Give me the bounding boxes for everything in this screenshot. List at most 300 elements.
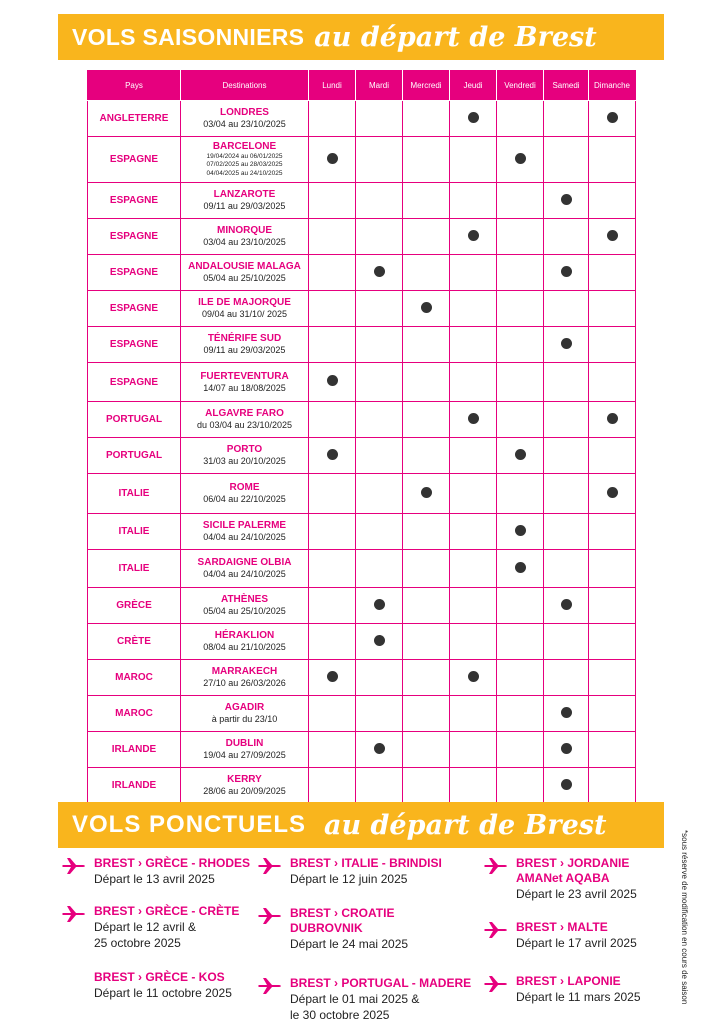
country-cell: ITALIE	[88, 550, 181, 588]
day-cell	[356, 732, 403, 768]
table-row	[88, 183, 636, 219]
day-cell	[403, 588, 450, 624]
destination-dates: 09/11 au 29/03/2025	[203, 345, 286, 356]
plane-icon	[62, 857, 86, 875]
destination-dates: 03/04 au 23/10/2025	[203, 119, 286, 130]
day-cell	[309, 550, 356, 588]
day-cell	[309, 219, 356, 255]
seasonal-flights-banner	[58, 14, 664, 60]
destination-cell	[181, 474, 309, 514]
day-cell	[544, 624, 589, 660]
day-cell	[309, 588, 356, 624]
flight-destination: BREST › PORTUGAL - MADERE	[290, 976, 472, 990]
table-row	[88, 255, 636, 291]
destination-cell	[181, 402, 309, 438]
seasonal-schedule-table	[87, 70, 636, 804]
day-cell	[450, 732, 497, 768]
day-cell	[450, 327, 497, 363]
day-cell	[309, 660, 356, 696]
flight-day-dot	[515, 562, 526, 573]
day-cell	[356, 137, 403, 183]
destination-cell	[181, 438, 309, 474]
day-cell	[356, 363, 403, 402]
flight-date: Départ le 12 avril &	[94, 920, 197, 934]
flight-date: Départ le 17 avril 2025	[516, 936, 637, 950]
country-cell: ESPAGNE	[88, 291, 181, 327]
country-cell: ESPAGNE	[88, 137, 181, 183]
country-cell: ANGLETERRE	[88, 101, 181, 137]
flight-item	[484, 920, 637, 951]
day-cell	[356, 183, 403, 219]
flight-day-dot	[607, 413, 618, 424]
day-cell	[403, 438, 450, 474]
destination-cell	[181, 588, 309, 624]
flight-item	[258, 906, 408, 952]
day-cell	[403, 363, 450, 402]
plane-icon	[484, 921, 508, 939]
flight-day-dot	[468, 413, 479, 424]
day-cell	[544, 550, 589, 588]
destination-dates: 05/04 au 25/10/2025	[203, 606, 286, 617]
day-cell	[589, 588, 636, 624]
day-cell	[497, 101, 544, 137]
header-day: Lundi	[309, 71, 356, 101]
day-cell	[356, 768, 403, 804]
header-country: Pays	[88, 71, 181, 101]
destination-dates: à partir du 23/10	[211, 714, 278, 725]
table-row	[88, 402, 636, 438]
day-cell	[589, 660, 636, 696]
day-cell	[450, 550, 497, 588]
country-cell: IRLANDE	[88, 768, 181, 804]
banner-title: VOLS PONCTUELS	[72, 811, 307, 838]
flight-item	[258, 856, 442, 887]
country-cell: CRÈTE	[88, 624, 181, 660]
destination-dates: 27/10 au 26/03/2026	[203, 678, 286, 689]
day-cell	[544, 183, 589, 219]
flight-date: Départ le 01 mai 2025 &	[290, 992, 420, 1006]
day-cell	[450, 624, 497, 660]
destination-city: ALGAVRE FARO	[205, 408, 284, 420]
flight-day-dot	[374, 599, 385, 610]
day-cell	[403, 255, 450, 291]
day-cell	[497, 291, 544, 327]
destination-cell	[181, 660, 309, 696]
day-cell	[309, 363, 356, 402]
destination-city: ILE DE MAJORQUE	[198, 297, 291, 309]
table-row	[88, 732, 636, 768]
day-cell	[544, 438, 589, 474]
destination-cell	[181, 696, 309, 732]
banner-subtitle: au départ de Brest	[314, 21, 597, 53]
day-cell	[450, 588, 497, 624]
day-cell	[356, 588, 403, 624]
destination-dates: 04/04/2025 au 24/10/2025	[206, 169, 283, 177]
day-cell	[403, 327, 450, 363]
destination-cell	[181, 624, 309, 660]
day-cell	[497, 514, 544, 550]
day-cell	[497, 255, 544, 291]
day-cell	[544, 588, 589, 624]
day-cell	[403, 474, 450, 514]
flight-item	[62, 970, 232, 1001]
flight-day-dot	[374, 743, 385, 754]
flight-day-dot	[468, 671, 479, 682]
plane-icon	[258, 857, 282, 875]
day-cell	[403, 101, 450, 137]
flight-date: Départ le 24 mai 2025	[290, 937, 409, 951]
day-cell	[450, 101, 497, 137]
day-cell	[403, 660, 450, 696]
plane-icon	[62, 905, 86, 923]
day-cell	[544, 219, 589, 255]
flight-day-dot	[468, 112, 479, 123]
banner-title: VOLS SAISONNIERS	[72, 23, 305, 50]
day-cell	[497, 137, 544, 183]
day-cell	[497, 219, 544, 255]
header-day: Vendredi	[497, 71, 544, 101]
day-cell	[589, 219, 636, 255]
footnote: *sous réserve de modification en cours de saison	[680, 830, 689, 1005]
day-cell	[589, 291, 636, 327]
day-cell	[589, 550, 636, 588]
table-row	[88, 514, 636, 550]
table-row	[88, 696, 636, 732]
day-cell	[450, 363, 497, 402]
day-cell	[309, 474, 356, 514]
banner-subtitle: au départ de Brest	[324, 809, 607, 841]
country-cell: PORTUGAL	[88, 402, 181, 438]
destination-dates: 09/11 au 29/03/2025	[203, 201, 286, 212]
destination-city: FUERTEVENTURA	[200, 370, 289, 382]
destination-city: BARCELONE	[212, 140, 277, 152]
day-cell	[544, 327, 589, 363]
day-cell	[544, 474, 589, 514]
flight-destination: DUBROVNIK	[290, 921, 363, 935]
destination-dates: 19/04/2024 au 06/01/2025	[206, 152, 283, 160]
flight-day-dot	[607, 112, 618, 123]
day-cell	[309, 183, 356, 219]
table-row	[88, 291, 636, 327]
destination-cell	[181, 768, 309, 804]
destination-cell	[181, 550, 309, 588]
day-cell	[497, 624, 544, 660]
day-cell	[589, 474, 636, 514]
day-cell	[356, 291, 403, 327]
destination-dates: du 03/04 au 23/10/2025	[196, 420, 293, 431]
country-cell: ESPAGNE	[88, 327, 181, 363]
plane-icon	[258, 977, 282, 995]
day-cell	[544, 514, 589, 550]
day-cell	[450, 660, 497, 696]
destination-dates: 07/02/2025 au 28/03/2025	[206, 161, 283, 169]
flight-date: Départ le 12 juin 2025	[290, 872, 408, 886]
day-cell	[544, 255, 589, 291]
destination-city: TÉNÉRIFE SUD	[207, 333, 282, 345]
day-cell	[309, 255, 356, 291]
flight-destination: BREST › ITALIE - BRINDISI	[290, 856, 442, 870]
day-cell	[356, 550, 403, 588]
day-cell	[544, 696, 589, 732]
destination-dates: 08/04 au 21/10/2025	[203, 642, 286, 653]
day-cell	[450, 255, 497, 291]
day-cell	[309, 514, 356, 550]
header-day: Jeudi	[450, 71, 497, 101]
table-row	[88, 137, 636, 183]
flight-day-dot	[374, 635, 385, 646]
flight-destination: BREST › MALTE	[516, 920, 608, 934]
flight-destination: AMANet AQABA	[516, 871, 610, 885]
day-cell	[544, 363, 589, 402]
day-cell	[356, 660, 403, 696]
one-off-flights-banner	[58, 802, 664, 848]
destination-city: MARRAKECH	[211, 666, 278, 678]
flight-destination: BREST › JORDANIE	[516, 856, 630, 870]
day-cell	[403, 732, 450, 768]
flight-day-dot	[561, 599, 572, 610]
day-cell	[589, 732, 636, 768]
plane-icon	[484, 857, 508, 875]
table-row	[88, 101, 636, 137]
day-cell	[497, 660, 544, 696]
destination-city: HÉRAKLION	[214, 630, 275, 642]
flight-date: Départ le 13 avril 2025	[94, 872, 215, 886]
destination-cell	[181, 101, 309, 137]
flight-day-dot	[515, 153, 526, 164]
country-cell: PORTUGAL	[88, 438, 181, 474]
flight-day-dot	[561, 707, 572, 718]
destination-cell	[181, 363, 309, 402]
table-row	[88, 588, 636, 624]
flight-item	[62, 904, 239, 951]
day-cell	[589, 255, 636, 291]
day-cell	[589, 363, 636, 402]
table-header-row	[88, 71, 636, 101]
day-cell	[403, 137, 450, 183]
flight-destination: BREST › GRÈCE - RHODES	[94, 856, 251, 870]
flight-day-dot	[327, 449, 338, 460]
country-cell: MAROC	[88, 696, 181, 732]
country-cell: GRÈCE	[88, 588, 181, 624]
day-cell	[544, 660, 589, 696]
destination-cell	[181, 514, 309, 550]
day-cell	[589, 183, 636, 219]
destination-city: AGADIR	[224, 702, 265, 714]
country-cell: IRLANDE	[88, 732, 181, 768]
destination-cell	[181, 137, 309, 183]
day-cell	[450, 474, 497, 514]
day-cell	[544, 291, 589, 327]
day-cell	[450, 183, 497, 219]
destination-dates: 04/04 au 24/10/2025	[203, 532, 286, 543]
flight-day-dot	[374, 266, 385, 277]
day-cell	[589, 137, 636, 183]
day-cell	[309, 137, 356, 183]
day-cell	[356, 101, 403, 137]
flight-day-dot	[607, 487, 618, 498]
day-cell	[403, 219, 450, 255]
day-cell	[403, 624, 450, 660]
destination-cell	[181, 732, 309, 768]
header-day: Samedi	[544, 71, 589, 101]
table-row	[88, 660, 636, 696]
day-cell	[403, 291, 450, 327]
destination-dates: 05/04 au 25/10/2025	[203, 273, 286, 284]
header-day: Mercredi	[403, 71, 450, 101]
country-cell: MAROC	[88, 660, 181, 696]
day-cell	[309, 402, 356, 438]
header-destination: Destinations	[181, 71, 309, 101]
day-cell	[450, 514, 497, 550]
destination-city: SICILE PALERME	[202, 520, 287, 532]
table-row	[88, 768, 636, 804]
day-cell	[589, 101, 636, 137]
day-cell	[403, 768, 450, 804]
day-cell	[309, 327, 356, 363]
day-cell	[497, 327, 544, 363]
table-row	[88, 624, 636, 660]
destination-city: ATHÈNES	[220, 594, 269, 606]
destination-cell	[181, 255, 309, 291]
destination-city: KERRY	[227, 774, 262, 786]
day-cell	[403, 183, 450, 219]
flight-day-dot	[561, 194, 572, 205]
destination-dates: 31/03 au 20/10/2025	[203, 456, 286, 467]
header-day: Dimanche	[589, 71, 636, 101]
day-cell	[589, 768, 636, 804]
day-cell	[403, 514, 450, 550]
destination-dates: 14/07 au 18/08/2025	[203, 382, 286, 393]
day-cell	[589, 327, 636, 363]
day-cell	[497, 438, 544, 474]
flight-destination: BREST › CROATIE	[290, 906, 395, 920]
flight-day-dot	[561, 266, 572, 277]
day-cell	[356, 402, 403, 438]
country-cell: ESPAGNE	[88, 363, 181, 402]
destination-dates: 03/04 au 23/10/2025	[203, 237, 286, 248]
table-row	[88, 438, 636, 474]
day-cell	[497, 768, 544, 804]
destination-dates: 06/04 au 22/10/2025	[203, 494, 286, 505]
flight-day-dot	[515, 449, 526, 460]
plane-icon	[258, 907, 282, 925]
flight-day-dot	[561, 743, 572, 754]
flight-day-dot	[561, 338, 572, 349]
day-cell	[356, 696, 403, 732]
flight-date: le 30 octobre 2025	[290, 1008, 390, 1022]
day-cell	[356, 219, 403, 255]
day-cell	[309, 624, 356, 660]
day-cell	[309, 732, 356, 768]
destination-cell	[181, 183, 309, 219]
day-cell	[403, 402, 450, 438]
day-cell	[544, 101, 589, 137]
header-day: Mardi	[356, 71, 403, 101]
day-cell	[497, 696, 544, 732]
flight-day-dot	[327, 375, 338, 386]
day-cell	[589, 438, 636, 474]
day-cell	[356, 624, 403, 660]
day-cell	[497, 402, 544, 438]
day-cell	[450, 402, 497, 438]
day-cell	[450, 291, 497, 327]
day-cell	[544, 768, 589, 804]
destination-cell	[181, 327, 309, 363]
day-cell	[403, 550, 450, 588]
day-cell	[403, 696, 450, 732]
day-cell	[497, 474, 544, 514]
day-cell	[309, 696, 356, 732]
day-cell	[356, 514, 403, 550]
flight-day-dot	[327, 671, 338, 682]
flight-day-dot	[421, 302, 432, 313]
day-cell	[309, 101, 356, 137]
destination-city: SARDAIGNE OLBIA	[197, 557, 292, 569]
day-cell	[309, 768, 356, 804]
day-cell	[544, 732, 589, 768]
day-cell	[497, 183, 544, 219]
flight-destination: BREST › GRÈCE - CRÈTE	[94, 904, 240, 918]
country-cell: ITALIE	[88, 514, 181, 550]
day-cell	[450, 137, 497, 183]
destination-city: LANZAROTE	[213, 189, 276, 201]
flight-item	[258, 976, 471, 1023]
table-row	[88, 219, 636, 255]
destination-dates: 09/04 au 31/10/ 2025	[201, 309, 288, 320]
day-cell	[589, 514, 636, 550]
flight-destination: BREST › GRÈCE - KOS	[94, 970, 225, 984]
country-cell: ITALIE	[88, 474, 181, 514]
flight-destination: BREST › LAPONIE	[516, 974, 621, 988]
day-cell	[497, 550, 544, 588]
destination-city: ROME	[229, 482, 260, 494]
day-cell	[356, 474, 403, 514]
destination-cell	[181, 219, 309, 255]
destination-dates: 19/04 au 27/09/2025	[203, 750, 286, 761]
day-cell	[356, 438, 403, 474]
flight-item	[62, 856, 250, 887]
destination-city: ANDALOUSIE MALAGA	[188, 261, 301, 273]
flight-day-dot	[561, 779, 572, 790]
flight-item	[484, 856, 637, 902]
destination-city: PORTO	[226, 444, 263, 456]
flight-date: Départ le 11 octobre 2025	[94, 986, 232, 1000]
destination-city: MINORQUE	[217, 225, 272, 237]
destination-cell	[181, 291, 309, 327]
day-cell	[450, 219, 497, 255]
day-cell	[450, 438, 497, 474]
country-cell: ESPAGNE	[88, 183, 181, 219]
day-cell	[497, 588, 544, 624]
flight-date: 25 octobre 2025	[94, 936, 181, 950]
flight-date: Départ le 11 mars 2025	[516, 990, 641, 1004]
country-cell: ESPAGNE	[88, 255, 181, 291]
destination-dates: 04/04 au 24/10/2025	[203, 569, 286, 580]
day-cell	[450, 696, 497, 732]
flight-day-dot	[607, 230, 618, 241]
day-cell	[356, 327, 403, 363]
table-row	[88, 550, 636, 588]
table-row	[88, 363, 636, 402]
flight-day-dot	[421, 487, 432, 498]
day-cell	[497, 363, 544, 402]
table-row	[88, 474, 636, 514]
table-row	[88, 327, 636, 363]
flight-date: Départ le 23 avril 2025	[516, 887, 637, 901]
destination-city: LONDRES	[220, 107, 269, 119]
flight-day-dot	[468, 230, 479, 241]
day-cell	[544, 402, 589, 438]
